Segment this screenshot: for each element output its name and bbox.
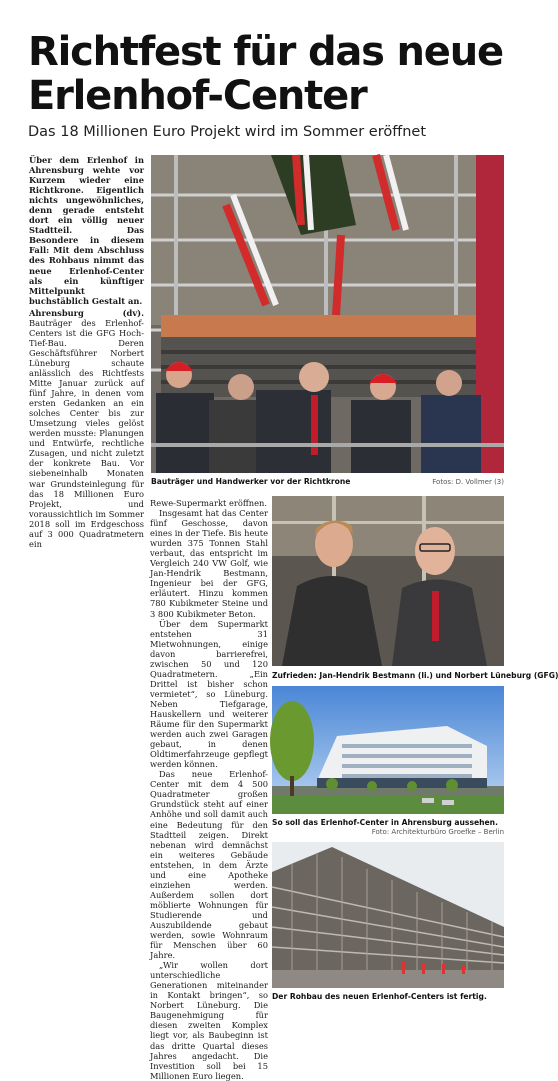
- headline-line-1: Richtfest für das neue: [28, 29, 503, 75]
- article-paragraph: Über dem Supermarkt entstehen 31 Mietwohnungen, einige davon barrierefrei, zwischen 50 und 120 Quadratmetern. „Ein Drittel ist bisher schon vermietet“, so Lüneburg. Neben Tiefgarage, Hauskellern und weiterer Räume für den Supermarkt werden auch zwei Garagen gebaut, in denen Oldtimerfahrzeuge gepflegt werden können.: [150, 618, 268, 770]
- caption-building-shell: Der Rohbau des neuen Erlenhof-Centers ist fertig.: [272, 992, 487, 1001]
- article-paragraph: Insgesamt hat das Center fünf Geschosse, davon eines in der Tiefe. Bis heute wurden 375 Tonnen Stahl verbaut, das entspricht im Vergleich 240 VW Golf, wie Jan-Hendrik Bestmann, Ingenieur bei der GFG, erläutert. Hinzu kommen 780 Kubikmeter Steine und 3 800 Kubikmeter Beton.: [150, 508, 269, 619]
- photo-topping-out-group: [151, 155, 504, 473]
- photo-architect-render: [272, 686, 504, 814]
- article-paragraph: „Wir wollen dort unterschiedliche Generationen miteinander in Kontakt bringen“, so Norbert Lüneburg. Die Baugenehmigung für diesen zweiten Komplex liegt vor, als Baubeginn ist das dritte Quartal dieses Jahres angedacht. Die Investition soll bei 15 Millionen Euro liegen.: [150, 960, 268, 1081]
- caption-render: So soll das Erlenhof-Center in Ahrensburg aussehen.: [272, 818, 498, 827]
- photo-building-shell: [272, 842, 504, 988]
- article-paragraph: Das neue Erlenhof-Center mit dem 4 500 Quadratmeter großen Grundstück steht auf einer Anhöhe und soll damit auch eine Bedeutung für den Stadtteil zeigen. Direkt nebenan wird demnächst ein weiteres Gebäude entstehen, in dem Ärzte und eine Apotheke einziehen werden. Außerdem sollen dort möblierte Wohnungen für Studierende und Auszubildende gebaut werden, sowie Wohnraum für Menschen über 60 Jahre.: [150, 769, 268, 961]
- article-text: Bauträger des Erlenhof-Centers ist die GFG Hoch-Tief-Bau. Deren Geschäftsführer Norbert Lüneburg schaute anlässlich des Richtfests Mitte Januar zurück auf fünf Jahre, in denen vom ersten Gedanken an ein solches Center bis zur Umsetzung vieles gelöst werden musste: Planungen und Entwürfe, rechtliche Zusagen, und nicht zuletzt der konkrete Bau. Vor siebeneinhalb Monaten war Grundsteinlegung für das 18 Millionen Euro Projekt, und voraussichtlich im Sommer 2018 soll im Erdgeschoss auf 3 000 Quadratmetern ein: [29, 317, 144, 549]
- article-lead: Über dem Erlenhof in Ahrensburg wehte vor Kurzem wieder eine Richtkrone. Eigentlich nichts ungewöhnliches, denn gerade entsteht dort ein völlig neuer Stadtteil. Das Besondere in diesem Fall: Mit dem Abschluss des Rohbaus nimmt das neue Erlenhof-Center als ein künftiger Mittelpunkt buchstäblich Gestalt an.: [29, 155, 144, 306]
- headline-line-2: Erlenhof-Center: [28, 73, 367, 119]
- article-column-2: [150, 498, 268, 1081]
- caption-topping-out: Bauträger und Handwerker vor der Richtkrone: [151, 477, 351, 486]
- dateline: Ahrensburg (dv).: [29, 307, 144, 318]
- subheadline: Das 18 Millionen Euro Projekt wird im Sommer eröffnet: [28, 124, 427, 140]
- photo-bestmann-lueneburg: [272, 496, 504, 666]
- credit-architect: Foto: Architekturbüro Groefke – Berlin: [371, 828, 504, 836]
- caption-portrait: Zufrieden: Jan-Hendrik Bestmann (li.) und Norbert Lüneburg (GFG): [272, 671, 558, 680]
- article-column-1: [29, 155, 144, 549]
- headline: [28, 30, 518, 118]
- credit-photos: Fotos: D. Vollmer (3): [432, 478, 504, 486]
- article-paragraph: [29, 308, 144, 549]
- article-paragraph: Rewe-Supermarkt eröffnen.: [150, 498, 267, 508]
